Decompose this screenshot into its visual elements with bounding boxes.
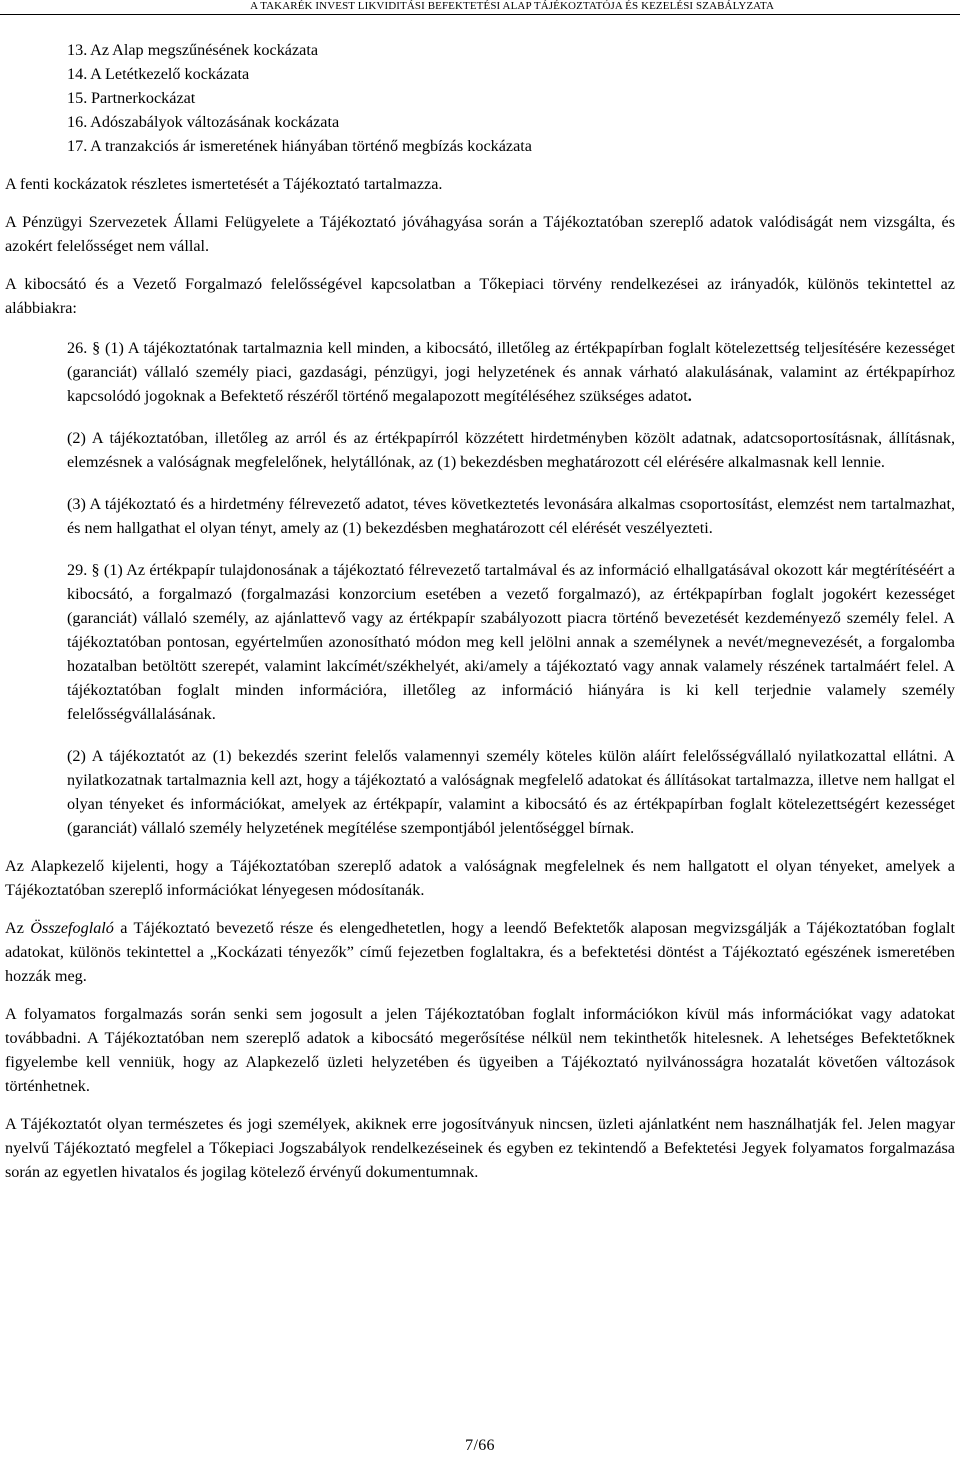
section-29-2: (2) A tájékoztatót az (1) bekezdés szerint felelős valamennyi személy köteles külön aláírt felelősségvállaló nyilatkozattal ellátni. A nyilatkozatnak tartalmaznia kell azt, hogy a tájékoztató a valóságnak megfelelő adatokat és állításokat tartalmazza, illetve nem hallgat el olyan tényeket és információkat, amelyek az értékpapír, valamint a kibocsátó és az értékpapírban foglalt kötelezettségért kezességet (garanciát) vállaló személy helyzetének megítélése szempontjából jelentőséggel bírnak. <box>67 747 955 837</box>
summary-note-emphasis: Összefoglaló <box>30 919 114 937</box>
section-26-1 <box>67 336 955 408</box>
paragraph-usage-note: A Tájékoztatót olyan természetes és jogi személyek, akiknek erre jogosítványuk nincsen, üzleti ajánlatként nem használhatják fel. Jelen magyar nyelvű Tájékoztató megfelel a Tőkepiaci Jogszabályok rendelkezéseinek és egyben ez tekintendő a Befektetési Jegyek folyamatos forgalmazása során az egyetlen hivatalos és jogilag kötelező érvényű dokumentumnak. <box>5 1115 955 1181</box>
running-title: A TAKARÉK INVEST LIKVIDITÁSI BEFEKTETÉSI ALAP TÁJÉKOZTATÓJA ÉS KEZELÉSI SZABÁLYZATA <box>250 0 774 12</box>
paragraph-summary-note <box>5 916 955 988</box>
paragraph-liability-intro: A kibocsátó és a Vezető Forgalmazó felelősségével kapcsolatban a Tőkepiaci törvény rendelkezései az irányadók, különös tekintettel az alábbiakra: <box>5 275 955 317</box>
list-item <box>67 110 955 134</box>
list-item-text: A Letétkezelő kockázata <box>90 65 250 83</box>
list-item-text: Partnerkockázat <box>91 89 196 107</box>
page-footer <box>0 1437 960 1455</box>
list-item <box>67 38 955 62</box>
list-item <box>67 86 955 110</box>
paragraph-risk-summary: A fenti kockázatok részletes ismertetését a Tájékoztató tartalmazza. <box>5 175 443 193</box>
list-item-number: 17. <box>67 137 88 155</box>
list-item-number: 13. <box>67 41 88 59</box>
list-item <box>67 134 955 158</box>
list-item <box>67 62 955 86</box>
section-26-1-text: 26. § (1) A tájékoztatónak tartalmaznia kell minden, a kibocsátó, illetőleg az értékpapírban foglalt kötelezettség teljesítésére kezességet (garanciát) vállaló személy piaci, gazdasági, pénzügyi, jogi helyzetének és annak várható alakulásának, valamint az értékpapírhoz kapcsolódó jogoknak a Befektető részéről történő megalapozott megítéléséhez szükséges adatot <box>67 339 955 405</box>
summary-note-lead: Az <box>5 919 31 937</box>
page-content <box>5 38 955 1184</box>
list-item-number: 15. <box>67 89 88 107</box>
list-item-number: 16. <box>67 113 88 131</box>
list-item-text: Adószabályok változásának kockázata <box>90 113 340 131</box>
list-item-text: A tranzakciós ár ismeretének hiányában történő megbízás kockázata <box>90 137 532 155</box>
summary-note-rest: a Tájékoztató bevezető része és elengedhetetlen, hogy a leendő Befektetők alaposan megvizsgálják a Tájékoztatóban foglalt adatokat, különös tekintettel a „Kockázati tényezők” című fejezetben foglaltakra, és a befektetési döntést a Tájékoztató egészének ismeretében hozzák meg. <box>5 919 956 985</box>
section-29-1: 29. § (1) Az értékpapír tulajdonosának a tájékoztató félrevezető tartalmával és az információ elhallgatásával okozott kár megtérítéséért a kibocsátó, a forgalmazó (forgalmazási konzorcium esetében a vezető forgalmazó), az értékpapírban foglalt jogokért kezességet (garanciát) vállaló személy, az ajánlattevő vagy az értékpapír szabályozott piacra történő bevezetését kezdeményező személy felel. A tájékoztatóban pontosan, egyértelműen azonosítható módon meg kell jelölni annak a személynek a nevét/megnevezését, a forgalomba hozatalban betöltött szerepét, valamint lakcímét/székhelyét, aki/amely a tájékoztató vagy annak valamely részének tartalmáért felel. A tájékoztatóban foglalt minden információra, illetőleg az információ hiányára is ki kell terjednie valamely személy felelősségvállalásának. <box>67 561 955 723</box>
paragraph-distribution-note: A folyamatos forgalmazás során senki sem jogosult a jelen Tájékoztatóban foglalt információkon kívül más információkat vagy adatokat továbbadni. A Tájékoztatóban nem szereplő adatok a kibocsátó megerősítése nélkül nem tekinthetők hitelesnek. A lehetséges Befektetőknek figyelembe kell venniük, hogy az Alapkezelő üzleti helyzetében és ügyeiben a Tájékoztató nyilvánosságra hozatalát követően változások történhetnek. <box>5 1005 955 1095</box>
paragraph-manager-statement: Az Alapkezelő kijelenti, hogy a Tájékoztatóban szereplő adatok a valóságnak megfelelnek és nem hallgatott el olyan tényeket, amelyek a Tájékoztatóban szereplő információkat lényegesen módosítanák. <box>5 857 955 899</box>
section-26-3: (3) A tájékoztató és a hirdetmény félrevezető adatot, téves következtetés levonására alkalmas csoportosítást, elemzést nem tartalmazhat, és nem hallgathat el olyan tényt, amely az (1) bekezdésben meghatározott cél elérését veszélyezteti. <box>67 495 955 537</box>
section-26-1-period: . <box>687 387 692 405</box>
list-item-number: 14. <box>67 65 88 83</box>
page-number: 7/66 <box>465 1437 495 1454</box>
section-26-2: (2) A tájékoztatóban, illetőleg az arról és az értékpapírról közzétett hirdetményben közölt adatnak, adatcsoportosításnak, állításnak, elemzésnek a valóságnak megfelelőnek, helytállónak, az (1) bekezdésben meghatározott cél elérésére alkalmasnak kell lennie. <box>67 429 955 471</box>
running-header <box>0 0 960 15</box>
paragraph-supervisory-disclaimer: A Pénzügyi Szervezetek Állami Felügyelete a Tájékoztató jóváhagyása során a Tájékoztatóban szereplő adatok valódiságát nem vizsgálta, és azokért felelősséget nem vállal. <box>5 213 955 255</box>
risk-list <box>5 38 955 158</box>
list-item-text: Az Alap megszűnésének kockázata <box>90 41 319 59</box>
